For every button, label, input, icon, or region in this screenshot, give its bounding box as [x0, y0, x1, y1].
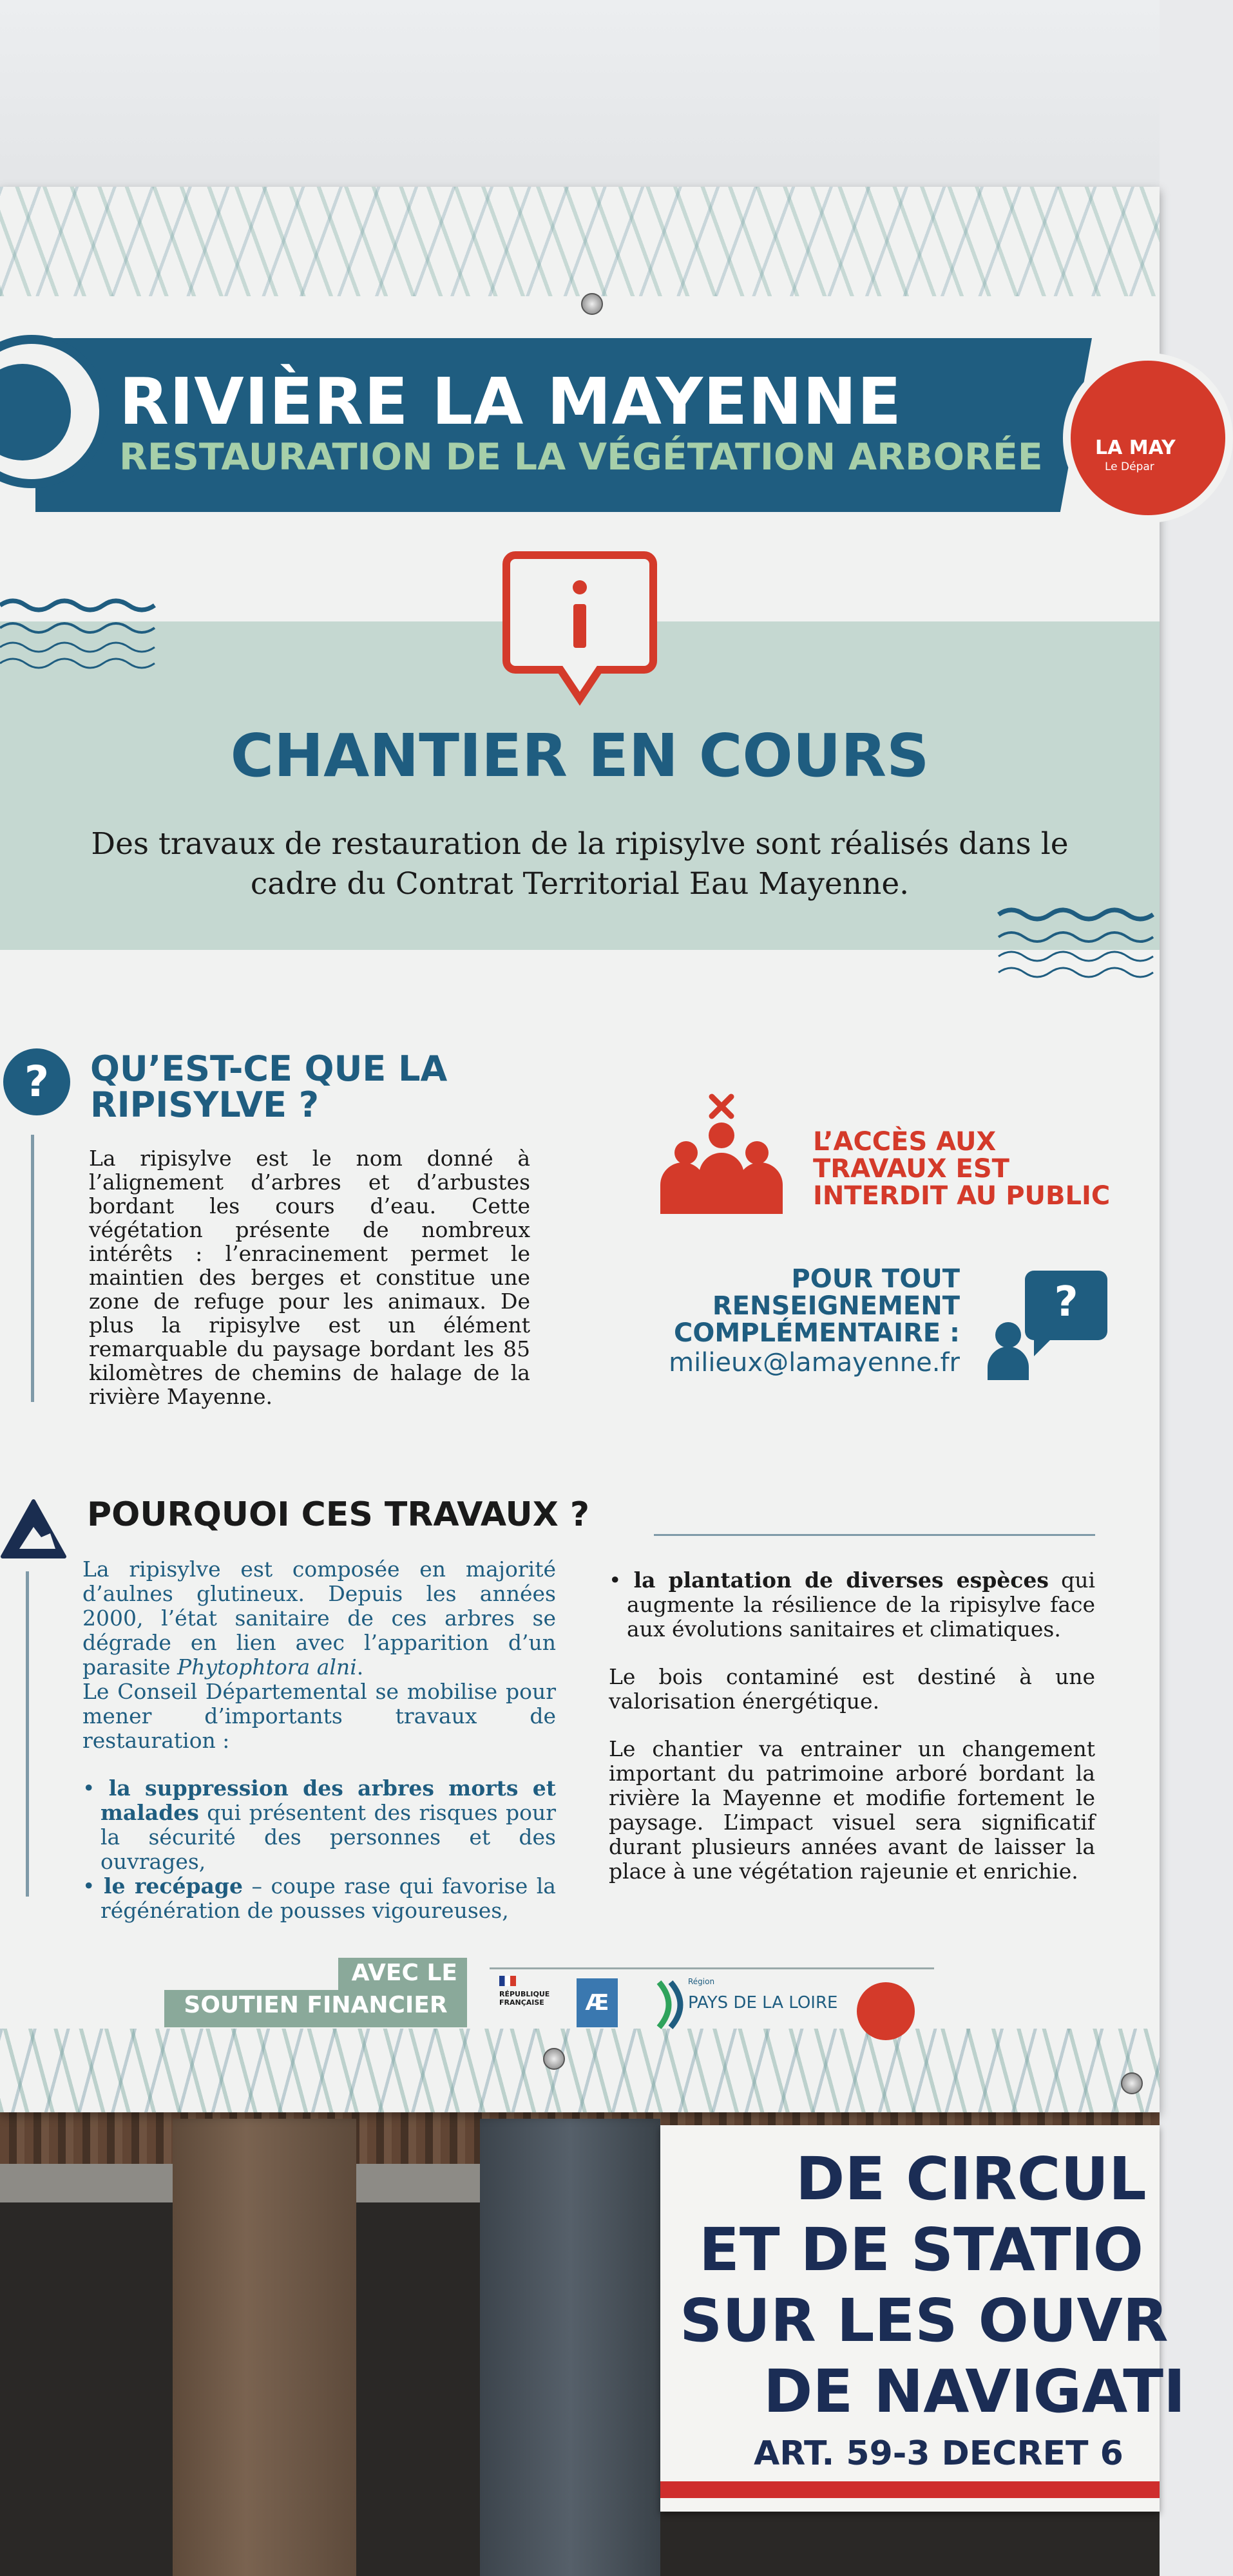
sign2-red-stripe [660, 2481, 1160, 2498]
sky-background [0, 0, 1160, 213]
wooden-post [173, 2119, 356, 2576]
why-bullet-2-text: – coupe rase qui favorise la régénération de pousses vigoureuses, [100, 1873, 556, 1923]
foliage-border-top [0, 187, 1160, 296]
republique-francaise-logo: RÉPUBLIQUE FRANÇAISE [499, 1990, 550, 2007]
ripisylve-title: QU’EST-CE QUE LA RIPISYLVE ? [90, 1048, 448, 1125]
screw-icon [543, 2048, 565, 2070]
section-divider-line [31, 1135, 34, 1402]
contact-help-label: ? [1054, 1278, 1078, 1326]
sign2-line-5: ART. 59-3 DECRET 6 [754, 2434, 1123, 2473]
sign2-line-1: DE CIRCUL [796, 2145, 1147, 2213]
ripisylve-text: La ripisylve est le nom donné à l’alignement d’arbres et d’arbustes bordant les cours d’eau. Cette végétation présente de nombreux intérêts : l’enracinement permet le maintien des berges et constitue une zone de refuge pour les animaux. De plus la ripisylve est un élément remarquable du paysage bordant les 85 kilomètres de chemins de halage de la rivière Mayenne. [89, 1146, 530, 1409]
why-bullet-2-bold: le recépage [103, 1873, 243, 1899]
support-text-line-2: SOUTIEN FINANCIER [184, 1992, 448, 2018]
why-works-title: POURQUOI CES TRAVAUX ? [87, 1495, 590, 1534]
water-agency-logo: Æ [577, 1978, 618, 2027]
department-logo-text: LA MAY [1095, 437, 1176, 459]
section-divider-line [26, 1571, 29, 1897]
why-bullet-1: • la suppression des arbres morts et malades qui présentent des risques pour la sécurité des personnes et des ouvrages, [82, 1776, 556, 1874]
support-text-line-1: AVEC LE [351, 1960, 457, 1986]
access-forbidden-text: L’ACCÈS AUX TRAVAUX EST INTERDIT AU PUBLIC [813, 1127, 1111, 1211]
why-paragraph-4: Le chantier va entrainer un changement important du patrimoine arboré bordant la rivière la Mayenne et modifie fortement le paysage. L’impact visuel sera significatif durant plusieurs années avant de laisser la place à une végétation rajeunie et enrichie. [609, 1736, 1095, 1884]
why-bullet-3-bold: la plantation de diverses espèces [633, 1567, 1049, 1593]
parasite-name: Phytophtora alni [177, 1654, 357, 1680]
department-logo-small [857, 1982, 915, 2040]
info-bubble-icon [499, 547, 660, 708]
why-paragraph-1-text: La ripisylve est composée en majorité d’aulnes glutineux. Depuis les années 2000, l’état sanitaire de ces arbres se dégrade en lien avec l’apparition d’un parasite [82, 1557, 556, 1680]
banner-subtitle: RESTAURATION DE LA VÉGÉTATION ARBORÉE [119, 436, 1043, 478]
why-bullet-3-text: qui augmente la résilience de la ripisylve face aux évolutions sanitaires et climatiques. [627, 1567, 1095, 1642]
french-flag-icon [499, 1976, 516, 1986]
region-logo-text: PAYS DE LA LOIRE [688, 1993, 838, 2012]
screw-icon [1121, 2072, 1143, 2094]
region-logo-icon [654, 1977, 686, 2032]
partner-rule [490, 1967, 934, 1969]
info-text [39, 824, 1121, 904]
sign2-line-2: ET DE STATIO [699, 2215, 1143, 2284]
contact-email-link[interactable]: milieux@lamayenne.fr [669, 1348, 960, 1378]
sign2-line-3: SUR LES OUVR [680, 2286, 1169, 2355]
why-left-column [82, 1557, 556, 1923]
screw-icon [581, 293, 603, 315]
department-logo-subtext: Le Dépar [1105, 460, 1154, 473]
wave-icon [0, 592, 167, 676]
banner-title: RIVIÈRE LA MAYENNE [119, 364, 902, 439]
why-paragraph-1-end: . [356, 1654, 364, 1680]
why-bullet-1-text: qui présentent des risques pour la sécurité des personnes et des ouvrages, [100, 1800, 556, 1874]
why-title-rule [654, 1534, 1095, 1536]
question-icon: ? [3, 1048, 70, 1115]
wave-icon [999, 902, 1160, 985]
why-bullet-2: • le recépage – coupe rase qui favorise la régénération de pousses vigoureuses, [82, 1873, 556, 1923]
info-text-line-1: Des travaux de restauration de la ripisylve sont réalisés dans le [91, 826, 1069, 862]
sign2-line-4: DE NAVIGATI [763, 2357, 1186, 2426]
why-bullet-3: • la plantation de diverses espèces qui augmente la résilience de la ripisylve face aux évolutions sanitaires et climatiques. [609, 1567, 1095, 1642]
why-bullet-1-bold: la suppression des arbres morts et malades [100, 1776, 556, 1825]
secondary-sign [660, 2125, 1186, 2512]
info-text-line-2: cadre du Contrat Territorial Eau Mayenne. [250, 866, 910, 902]
metal-post [480, 2119, 660, 2576]
contact-title: POUR TOUT RENSEIGNEMENT COMPLÉMENTAIRE : [674, 1264, 960, 1348]
no-public-access-icon [654, 1092, 783, 1220]
why-paragraph-1 [82, 1557, 556, 1680]
why-right-column [609, 1568, 1095, 1884]
info-title: CHANTIER EN COURS [230, 721, 930, 790]
foliage-border-bottom [0, 2029, 1160, 2112]
region-logo-small-text: Région [688, 1977, 715, 1986]
why-paragraph-3: Le bois contaminé est destiné à une valorisation énergétique. [609, 1664, 1095, 1714]
why-paragraph-2: Le Conseil Départemental se mobilise pour mener d’importants travaux de restauration : [82, 1679, 556, 1753]
works-warning-icon [0, 1497, 68, 1562]
